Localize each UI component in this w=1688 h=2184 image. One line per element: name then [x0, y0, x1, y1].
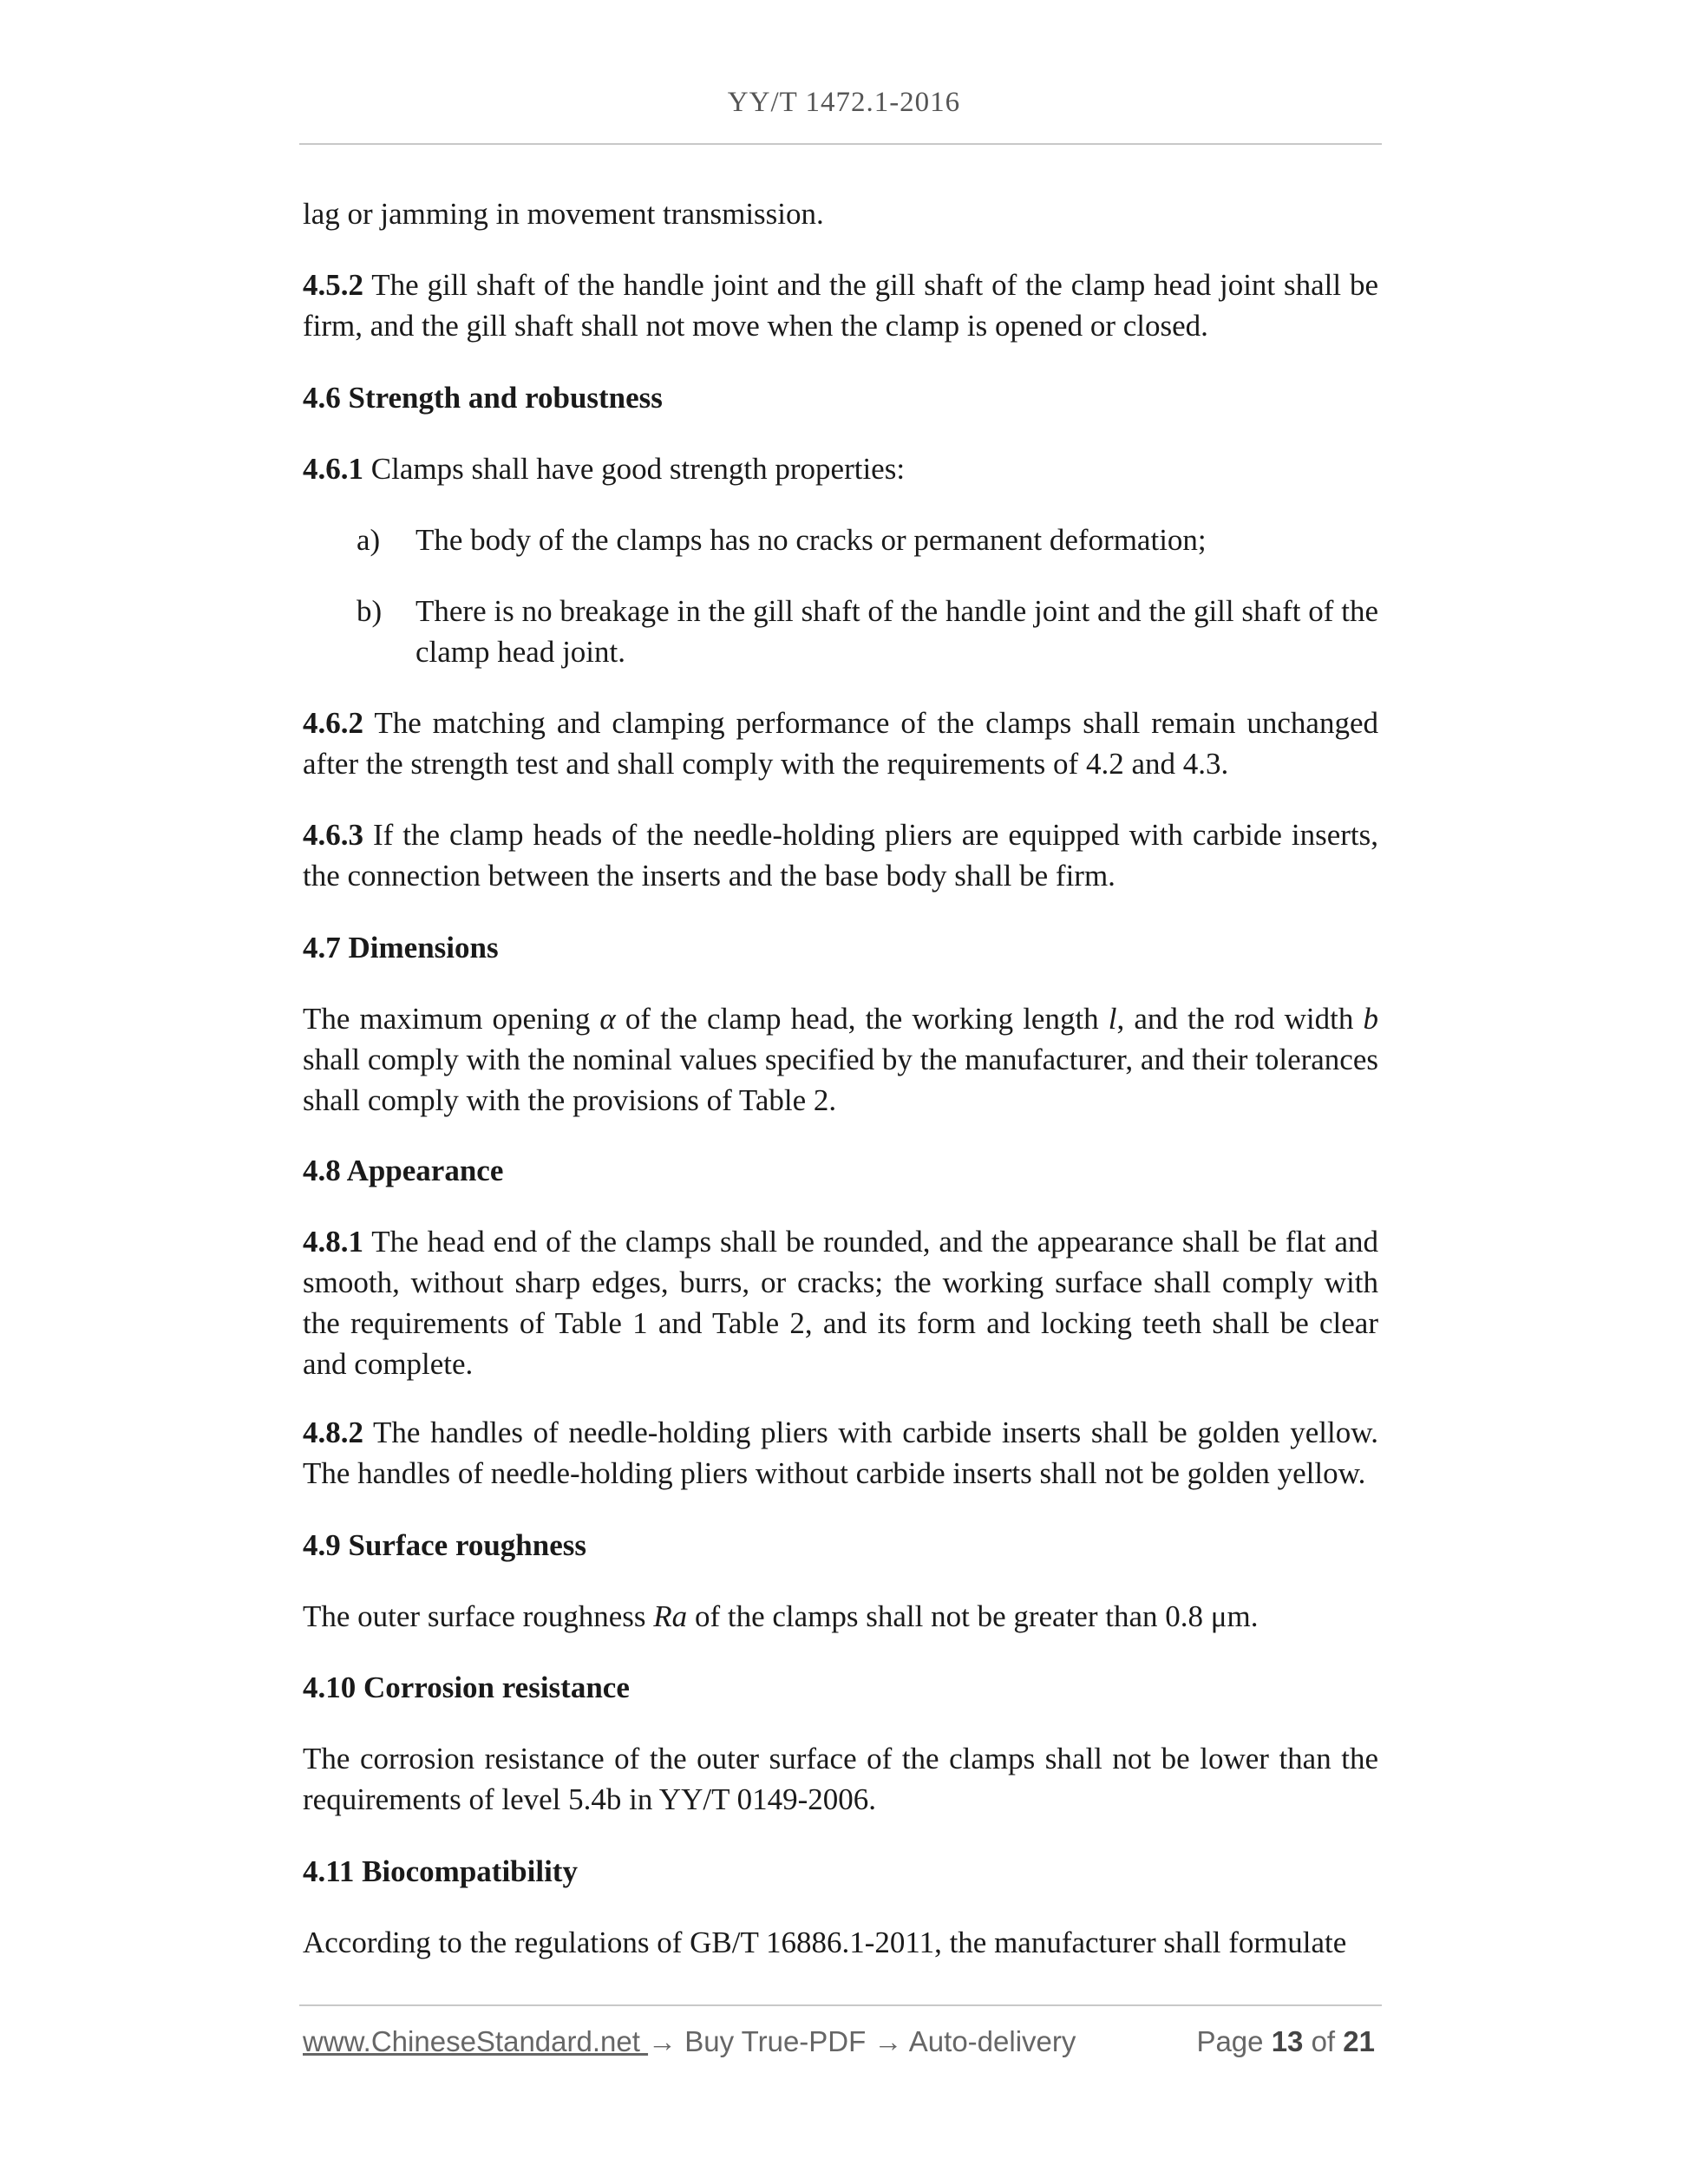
clause-number: 4.6.3	[303, 818, 363, 852]
clause-number: 4.6.1	[303, 452, 363, 486]
section-heading-4-11	[303, 1851, 578, 1892]
section-heading-4-8	[303, 1150, 503, 1191]
footer-promo-text: → Buy True-PDF → Auto-delivery	[648, 2025, 1076, 2057]
heading-text: 4.11 Biocompatibility	[303, 1854, 578, 1888]
list-item-b	[303, 591, 1378, 672]
clause-4-6-2	[303, 703, 1378, 784]
clause-4-6-3	[303, 814, 1378, 896]
clause-number: 4.5.2	[303, 268, 363, 302]
section-heading-4-6	[303, 377, 663, 418]
current-page-number: 13	[1271, 2025, 1304, 2057]
clause-text: The gill shaft of the handle joint and the gill shaft of the clamp head joint shall be firm, and the gill shaft shall not move when the clamp is opened or closed.	[303, 268, 1378, 343]
clause-4-11-body	[303, 1922, 1346, 1963]
clause-text: The matching and clamping performance of the clamps shall remain unchanged after the strength test and shall comply with the requirements of 4.2 and 4.3.	[303, 706, 1378, 781]
clause-4-7-body	[303, 998, 1378, 1121]
clause-4-10-body	[303, 1738, 1378, 1820]
clause-4-8-2	[303, 1412, 1378, 1494]
text-run: of the clamp head, the working length	[615, 1002, 1109, 1036]
page-label: Page	[1196, 2025, 1264, 2057]
paragraph-text: lag or jamming in movement transmission.	[303, 197, 824, 231]
clause-text: The corrosion resistance of the outer surface of the clamps shall not be lower than the requirements of level 5.4b in YY/T 0149-2006.	[303, 1742, 1378, 1816]
variable-alpha: α	[599, 1002, 616, 1036]
text-run: shall comply with the nominal values specified by the manufacturer, and their tolerances shall comply with the provisions of Table 2.	[303, 1043, 1378, 1117]
text-run: The maximum opening	[303, 1002, 600, 1036]
variable-b: b	[1363, 1002, 1378, 1036]
section-heading-4-9	[303, 1525, 586, 1566]
page-footer	[303, 2025, 1378, 2060]
list-marker: a)	[357, 523, 381, 557]
list-text: There is no breakage in the gill shaft of the handle joint and the gill shaft of the clamp head joint.	[415, 594, 1378, 669]
clause-4-5-2	[303, 265, 1378, 346]
heading-text: 4.6 Strength and robustness	[303, 381, 663, 415]
footer-promo	[303, 2025, 1076, 2058]
text-run: , and the rod width	[1116, 1002, 1364, 1036]
clause-number: 4.6.2	[303, 706, 363, 740]
footer-divider	[299, 2004, 1382, 2006]
heading-text: 4.9 Surface roughness	[303, 1528, 587, 1562]
text-run: The outer surface roughness	[303, 1599, 654, 1633]
page-header: YY/T 1472.1-2016	[727, 87, 961, 118]
clause-text: Clamps shall have good strength properties:	[363, 452, 906, 486]
clause-number: 4.8.2	[303, 1416, 363, 1449]
clause-4-8-1	[303, 1221, 1378, 1384]
list-item-a	[303, 520, 1378, 560]
paragraph-continuation	[303, 193, 824, 234]
section-heading-4-10	[303, 1667, 630, 1708]
variable-l: l	[1108, 1002, 1117, 1036]
website-link[interactable]: www.ChineseStandard.net	[303, 2025, 649, 2057]
section-heading-4-7	[303, 927, 499, 968]
list-text: The body of the clamps has no cracks or permanent deformation;	[415, 523, 1207, 557]
clause-text: According to the regulations of GB/T 16886.1-2011, the manufacturer shall formulate	[303, 1926, 1347, 1959]
clause-4-6-1	[303, 448, 905, 489]
header-divider	[299, 143, 1382, 145]
heading-text: 4.8 Appearance	[303, 1154, 504, 1187]
text-run: of the clamps shall not be greater than 0.8 μm.	[687, 1599, 1259, 1633]
of-label: of	[1311, 2025, 1336, 2057]
clause-number: 4.8.1	[303, 1225, 363, 1259]
list-marker: b)	[357, 594, 383, 628]
clause-text: The handles of needle-holding pliers with carbide inserts shall be golden yellow. The handles of needle-holding pliers without carbide inserts shall not be golden yellow.	[303, 1416, 1378, 1490]
total-pages: 21	[1343, 2025, 1375, 2057]
clause-4-9-body	[303, 1596, 1259, 1637]
variable-ra: Ra	[653, 1599, 688, 1633]
clause-text: The head end of the clamps shall be rounded, and the appearance shall be flat and smooth, without sharp edges, burrs, or cracks; the working surface shall comply with the requirements of Table 1 and Table 2, and its form and locking teeth shall be clear and complete.	[303, 1225, 1378, 1381]
page-indicator	[1196, 2025, 1375, 2058]
heading-text: 4.7 Dimensions	[303, 931, 499, 964]
clause-text: If the clamp heads of the needle-holding pliers are equipped with carbide inserts, the connection between the inserts and the base body shall be firm.	[303, 818, 1378, 893]
heading-text: 4.10 Corrosion resistance	[303, 1671, 630, 1704]
